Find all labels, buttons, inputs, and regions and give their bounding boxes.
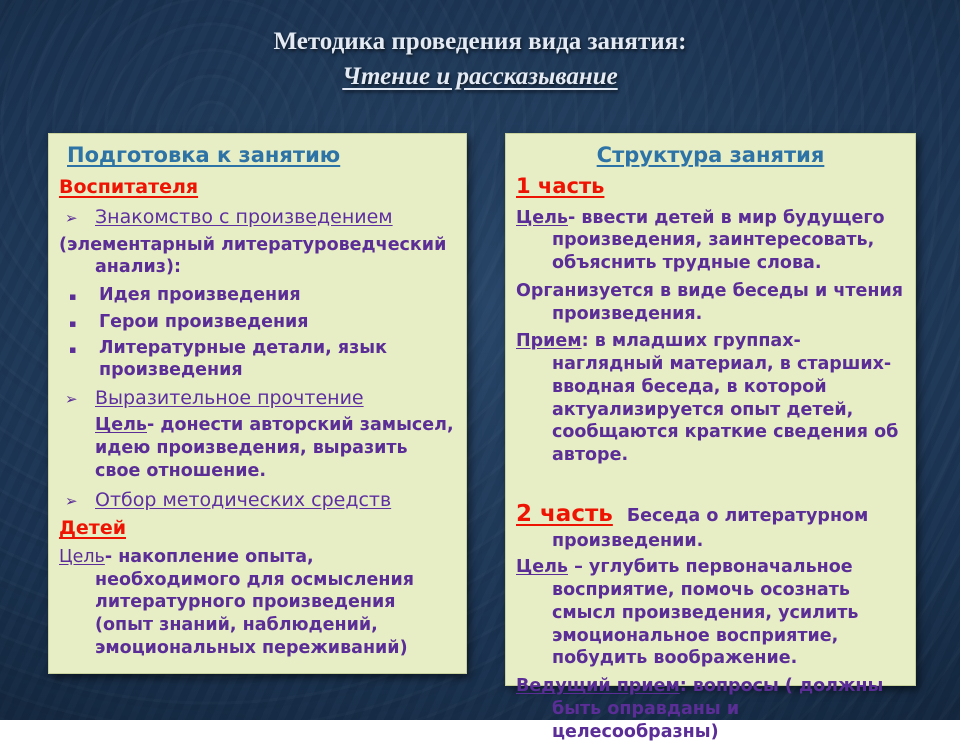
goal-text: – углубить первоначальное восприятие, помочь осознать смысл произведения, усилить эмоциональное восприятие, побудить воображение. bbox=[552, 557, 859, 669]
list-item-label: Отбор методических средств bbox=[95, 488, 392, 511]
list-item bbox=[59, 337, 454, 382]
square-bullet-icon: ▪ bbox=[69, 290, 77, 304]
goal-text: - донести авторский замысел, идею произведения, выразить свое отношение. bbox=[95, 415, 454, 481]
part1-heading: 1 часть bbox=[516, 174, 605, 199]
arrow-bullet-icon: ➢ bbox=[65, 389, 78, 408]
preparation-panel bbox=[48, 133, 467, 674]
organization-paragraph: Организуется в виде беседы и чтения произведения. bbox=[516, 280, 903, 324]
list-item bbox=[59, 386, 454, 411]
list-item-label: Выразительное прочтение bbox=[95, 386, 364, 409]
square-bullet-icon: ▪ bbox=[69, 342, 77, 356]
list-item-label: Идея произведения bbox=[99, 285, 301, 306]
method-label: Ведущий прием bbox=[516, 676, 680, 697]
goal-text: - ввести детей в мир будущего произведения, заинтересовать, объяснить трудные слова. bbox=[552, 207, 885, 274]
structure-panel-heading: Структура занятия bbox=[596, 143, 825, 167]
title-line-2: Чтение и рассказывание bbox=[342, 62, 618, 90]
list-item-label: Герои произведения bbox=[99, 311, 309, 332]
preparation-panel-heading: Подготовка к занятию bbox=[67, 143, 341, 167]
goal-paragraph bbox=[516, 556, 905, 670]
goal-paragraph bbox=[516, 207, 905, 275]
list-item bbox=[59, 284, 454, 306]
subheading-educator: Воспитателя bbox=[59, 176, 199, 199]
subheading-children: Детей bbox=[59, 517, 127, 540]
spacer bbox=[516, 472, 905, 498]
part2-heading: 2 часть bbox=[516, 500, 613, 527]
list-item bbox=[59, 311, 454, 333]
goal-label: Цель bbox=[516, 207, 568, 228]
goal-paragraph bbox=[59, 414, 454, 482]
method-label: Прием bbox=[516, 331, 582, 352]
list-item-label: Литературные детали, язык произведения bbox=[99, 337, 387, 381]
list-item bbox=[59, 488, 454, 513]
square-bullet-icon: ▪ bbox=[69, 316, 77, 330]
method-paragraph bbox=[516, 330, 905, 467]
structure-panel bbox=[505, 133, 916, 742]
goal-label: Цель bbox=[516, 557, 568, 578]
method-text: : вопросы ( должны быть оправданы и целесообразны) bbox=[552, 676, 884, 742]
list-item-label: Знакомство с произведением bbox=[95, 205, 393, 228]
method-text: : в младших группах- наглядный материал, в старших- вводная беседа, в которой актуализируется опыт детей, сообщаются краткие сведения об авторе. bbox=[552, 331, 899, 466]
part2-text: Беседа о литературном произведении. bbox=[552, 505, 869, 551]
arrow-bullet-icon: ➢ bbox=[65, 491, 78, 510]
method-paragraph bbox=[516, 675, 905, 743]
goal-label: Цель bbox=[59, 546, 105, 567]
paren-note: (элементарный литературоведческий анализ): bbox=[59, 234, 447, 278]
list-item bbox=[59, 205, 454, 230]
part2-paragraph bbox=[516, 500, 905, 553]
title-line-1: Методика проведения вида занятия: bbox=[273, 28, 687, 55]
goal-label: Цель bbox=[95, 415, 147, 436]
slide-title bbox=[0, 26, 960, 91]
arrow-bullet-icon: ➢ bbox=[65, 208, 78, 227]
goal-text: - накопление опыта, необходимого для осмысления литературного произведения (опыт знаний, наблюдений, эмоциональных переживаний) bbox=[95, 546, 414, 658]
goal-paragraph bbox=[59, 546, 454, 660]
